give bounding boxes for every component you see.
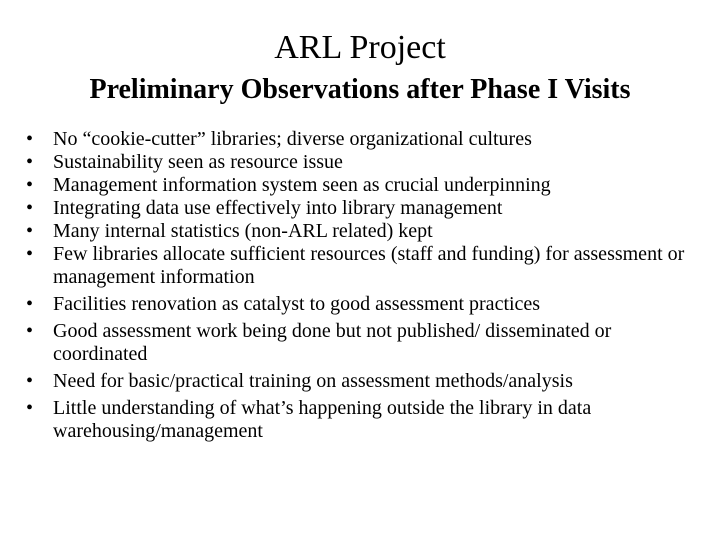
bullet-text: Sustainability seen as resource issue [53,151,343,173]
bullet-icon: • [26,128,34,150]
bullet-icon: • [26,397,34,419]
bullet-icon: • [26,243,34,265]
bullet-icon: • [26,220,34,242]
slide-subtitle: Preliminary Observations after Phase I Visits [89,74,631,105]
bullet-text: Facilities renovation as catalyst to good assessment practices [53,293,541,315]
list-item [26,197,706,220]
bullet-text: Good assessment work being done but not published/ disseminated or coordinated [53,320,612,365]
bullet-icon: • [26,197,34,219]
bullet-text: Need for basic/practical training on assessment methods/analysis [53,370,573,392]
list-item [26,320,706,366]
bullet-icon: • [26,370,34,392]
bullet-text: Integrating data use effectively into library management [53,197,503,219]
bullet-icon: • [26,293,34,315]
list-item [26,220,706,243]
bullet-text: Few libraries allocate sufficient resources (staff and funding) for assessment or management information [53,243,685,288]
slide-title: ARL Project [274,29,446,66]
bullet-icon: • [26,320,34,342]
bullet-icon: • [26,174,34,196]
bullet-text: Little understanding of what’s happening outside the library in data warehousing/management [53,397,592,442]
bullet-text: No “cookie-cutter” libraries; diverse organizational cultures [53,128,532,150]
bullet-icon: • [26,151,34,173]
list-item [26,174,706,197]
bullet-text: Many internal statistics (non-ARL related) kept [53,220,433,242]
list-item [26,397,706,443]
list-item [26,243,706,289]
bullet-text: Management information system seen as crucial underpinning [53,174,551,196]
list-item [26,370,706,393]
list-item [26,293,706,316]
list-item [26,128,706,151]
bullet-list [26,128,706,447]
list-item [26,151,706,174]
